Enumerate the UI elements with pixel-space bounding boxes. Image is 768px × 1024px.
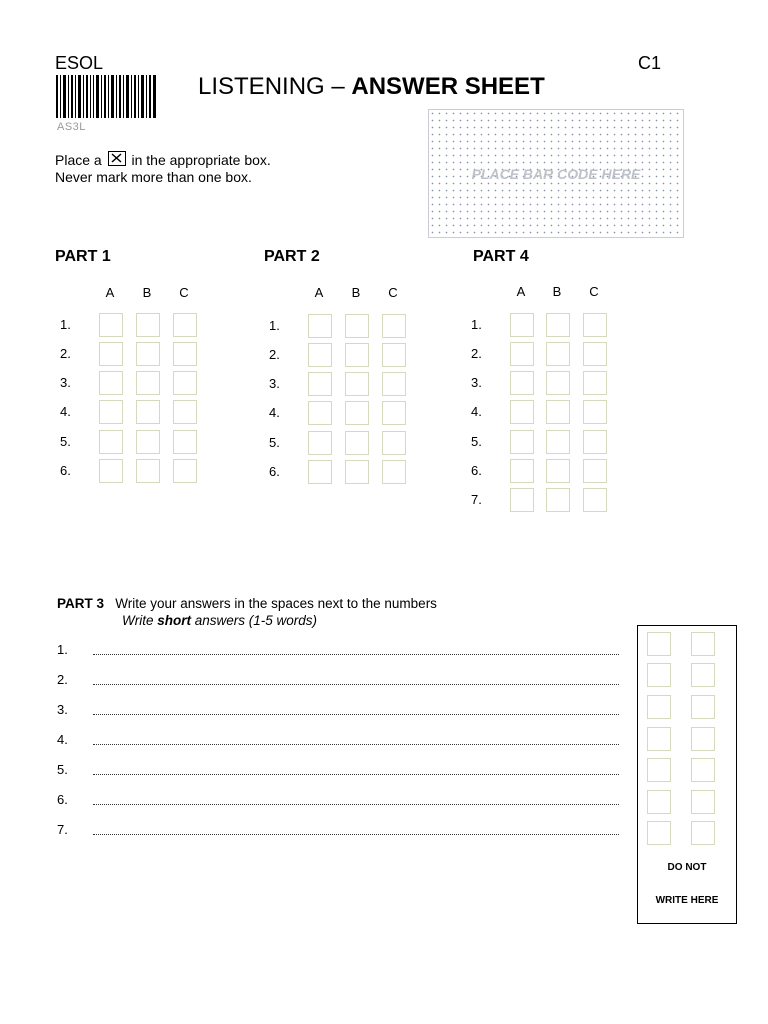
part4-q-number: 1.: [471, 317, 482, 332]
part3-q-number: 2.: [57, 672, 68, 687]
part4-q7-option-c[interactable]: [583, 488, 607, 512]
part4-q3-option-c[interactable]: [583, 371, 607, 395]
do-not-write-line1: DO NOT: [667, 862, 707, 873]
part1-q-number: 1.: [60, 317, 71, 332]
part3-answer-line-3[interactable]: [93, 712, 619, 715]
examiner-box-4-1: [647, 727, 671, 751]
part3-q-number: 6.: [57, 792, 68, 807]
title-prefix: LISTENING –: [198, 73, 352, 100]
part1-col-0: A: [105, 285, 115, 300]
part4-col-0: A: [516, 284, 526, 299]
part3-q-number: 4.: [57, 732, 68, 747]
part1-q2-option-a[interactable]: [99, 342, 123, 366]
part4-q-number: 4.: [471, 404, 482, 419]
part4-q4-option-b[interactable]: [546, 400, 570, 424]
part4-q-number: 3.: [471, 375, 482, 390]
part4-q2-option-b[interactable]: [546, 342, 570, 366]
part2-q6-option-a[interactable]: [308, 460, 332, 484]
barcode-code: AS3L: [57, 121, 86, 133]
part4-q4-option-a[interactable]: [510, 400, 534, 424]
part1-q-number: 5.: [60, 434, 71, 449]
part1-q5-option-a[interactable]: [99, 430, 123, 454]
crossed-box-icon: [108, 151, 126, 166]
part3-answer-line-2[interactable]: [93, 682, 619, 685]
examiner-box-6-2: [691, 790, 715, 814]
part2-q5-option-a[interactable]: [308, 431, 332, 455]
part3-sub-after: answers (1-5 words): [191, 613, 318, 628]
part1-q3-option-c[interactable]: [173, 371, 197, 395]
part3-heading: [57, 596, 437, 611]
part4-q3-option-a[interactable]: [510, 371, 534, 395]
part3-sub-bold: short: [157, 613, 191, 628]
part1-col-2: C: [179, 285, 189, 300]
part1-q1-option-c[interactable]: [173, 313, 197, 337]
part1-q4-option-b[interactable]: [136, 400, 160, 424]
part4-q1-option-a[interactable]: [510, 313, 534, 337]
examiner-box-5-2: [691, 758, 715, 782]
part1-q3-option-b[interactable]: [136, 371, 160, 395]
part2-q2-option-a[interactable]: [308, 343, 332, 367]
exam-board: ESOL: [55, 53, 104, 73]
part3-q-number: 1.: [57, 642, 68, 657]
examiner-box-1-2: [691, 632, 715, 656]
part2-title: PART 2: [264, 248, 320, 265]
title-bold: ANSWER SHEET: [351, 73, 545, 100]
instr-line1-after: in the appropriate box.: [131, 152, 271, 168]
part1-q3-option-a[interactable]: [99, 371, 123, 395]
examiner-box-2-2: [691, 663, 715, 687]
part3-answer-line-1[interactable]: [93, 652, 619, 655]
part3-q-number: 7.: [57, 822, 68, 837]
part4-title: PART 4: [473, 248, 529, 265]
part1-q4-option-a[interactable]: [99, 400, 123, 424]
part1-title: PART 1: [55, 248, 111, 265]
part2-col-0: A: [314, 285, 324, 300]
part2-q1-option-b[interactable]: [345, 314, 369, 338]
part2-q1-option-a[interactable]: [308, 314, 332, 338]
barcode-placement-label: PLACE BAR CODE HERE: [471, 166, 641, 182]
part2-q3-option-a[interactable]: [308, 372, 332, 396]
part2-q4-option-b[interactable]: [345, 401, 369, 425]
part4-q7-option-b[interactable]: [546, 488, 570, 512]
part3-q-number: 3.: [57, 702, 68, 717]
part2-q5-option-b[interactable]: [345, 431, 369, 455]
part4-q-number: 5.: [471, 434, 482, 449]
examiner-box-2-1: [647, 663, 671, 687]
examiner-box-4-2: [691, 727, 715, 751]
part2-q3-option-b[interactable]: [345, 372, 369, 396]
examiner-box-3-2: [691, 695, 715, 719]
part1-q-number: 2.: [60, 346, 71, 361]
part1-q-number: 3.: [60, 375, 71, 390]
part2-q-number: 2.: [269, 347, 280, 362]
part4-q5-option-a[interactable]: [510, 430, 534, 454]
part2-q-number: 5.: [269, 435, 280, 450]
part4-q6-option-a[interactable]: [510, 459, 534, 483]
part1-q1-option-b[interactable]: [136, 313, 160, 337]
part2-q-number: 1.: [269, 318, 280, 333]
part1-q1-option-a[interactable]: [99, 313, 123, 337]
part4-q4-option-c[interactable]: [583, 400, 607, 424]
examiner-box-7-2: [691, 821, 715, 845]
do-not-write-line2: WRITE HERE: [655, 895, 719, 906]
part1-q4-option-c[interactable]: [173, 400, 197, 424]
examiner-box-1-1: [647, 632, 671, 656]
part2-q-number: 6.: [269, 464, 280, 479]
part3-answer-line-4[interactable]: [93, 742, 619, 745]
part1-q6-option-a[interactable]: [99, 459, 123, 483]
instr-line1-before: Place a: [55, 152, 102, 168]
part4-q6-option-c[interactable]: [583, 459, 607, 483]
part1-q2-option-b[interactable]: [136, 342, 160, 366]
examiner-box-7-1: [647, 821, 671, 845]
part2-q-number: 4.: [269, 405, 280, 420]
part4-q2-option-a[interactable]: [510, 342, 534, 366]
part2-q3-option-c[interactable]: [382, 372, 406, 396]
part2-q2-option-b[interactable]: [345, 343, 369, 367]
part1-q5-option-c[interactable]: [173, 430, 197, 454]
part4-q3-option-b[interactable]: [546, 371, 570, 395]
part1-q6-option-c[interactable]: [173, 459, 197, 483]
page-title: [198, 73, 545, 101]
part2-q1-option-c[interactable]: [382, 314, 406, 338]
part3-subinstruction: [122, 613, 317, 628]
part4-col-2: C: [589, 284, 599, 299]
part4-q-number: 6.: [471, 463, 482, 478]
part4-col-1: B: [552, 284, 562, 299]
exam-level: C1: [638, 53, 662, 73]
part3-sub-before: Write: [122, 613, 158, 628]
part4-q5-option-b[interactable]: [546, 430, 570, 454]
part1-col-1: B: [142, 285, 152, 300]
part1-q-number: 6.: [60, 463, 71, 478]
barcode-placement-area: [428, 109, 684, 238]
part2-col-1: B: [351, 285, 361, 300]
part4-q7-option-a[interactable]: [510, 488, 534, 512]
part1-q6-option-b[interactable]: [136, 459, 160, 483]
part4-q5-option-c[interactable]: [583, 430, 607, 454]
instr-line2: Never mark more than one box.: [55, 169, 252, 185]
part2-q2-option-c[interactable]: [382, 343, 406, 367]
part1-q2-option-c[interactable]: [173, 342, 197, 366]
part2-q6-option-b[interactable]: [345, 460, 369, 484]
examiner-box-3-1: [647, 695, 671, 719]
part4-q6-option-b[interactable]: [546, 459, 570, 483]
part2-q-number: 3.: [269, 376, 280, 391]
instructions: [55, 151, 271, 186]
part3-answer-line-5[interactable]: [93, 772, 619, 775]
part3-answer-line-7[interactable]: [93, 832, 619, 835]
part4-q-number: 7.: [471, 492, 482, 507]
examiner-box-6-1: [647, 790, 671, 814]
part1-q-number: 4.: [60, 404, 71, 419]
part4-q-number: 2.: [471, 346, 482, 361]
part2-q4-option-a[interactable]: [308, 401, 332, 425]
part2-col-2: C: [388, 285, 398, 300]
part4-q1-option-c[interactable]: [583, 313, 607, 337]
part2-q4-option-c[interactable]: [382, 401, 406, 425]
barcode-icon: [56, 75, 156, 118]
part4-q2-option-c[interactable]: [583, 342, 607, 366]
part3-answer-line-6[interactable]: [93, 802, 619, 805]
part4-q1-option-b[interactable]: [546, 313, 570, 337]
part2-q6-option-c[interactable]: [382, 460, 406, 484]
part3-instruction: Write your answers in the spaces next to the numbers: [115, 596, 437, 611]
part2-q5-option-c[interactable]: [382, 431, 406, 455]
part3-title: PART 3: [57, 596, 105, 611]
part3-q-number: 5.: [57, 762, 68, 777]
part1-q5-option-b[interactable]: [136, 430, 160, 454]
examiner-box-5-1: [647, 758, 671, 782]
